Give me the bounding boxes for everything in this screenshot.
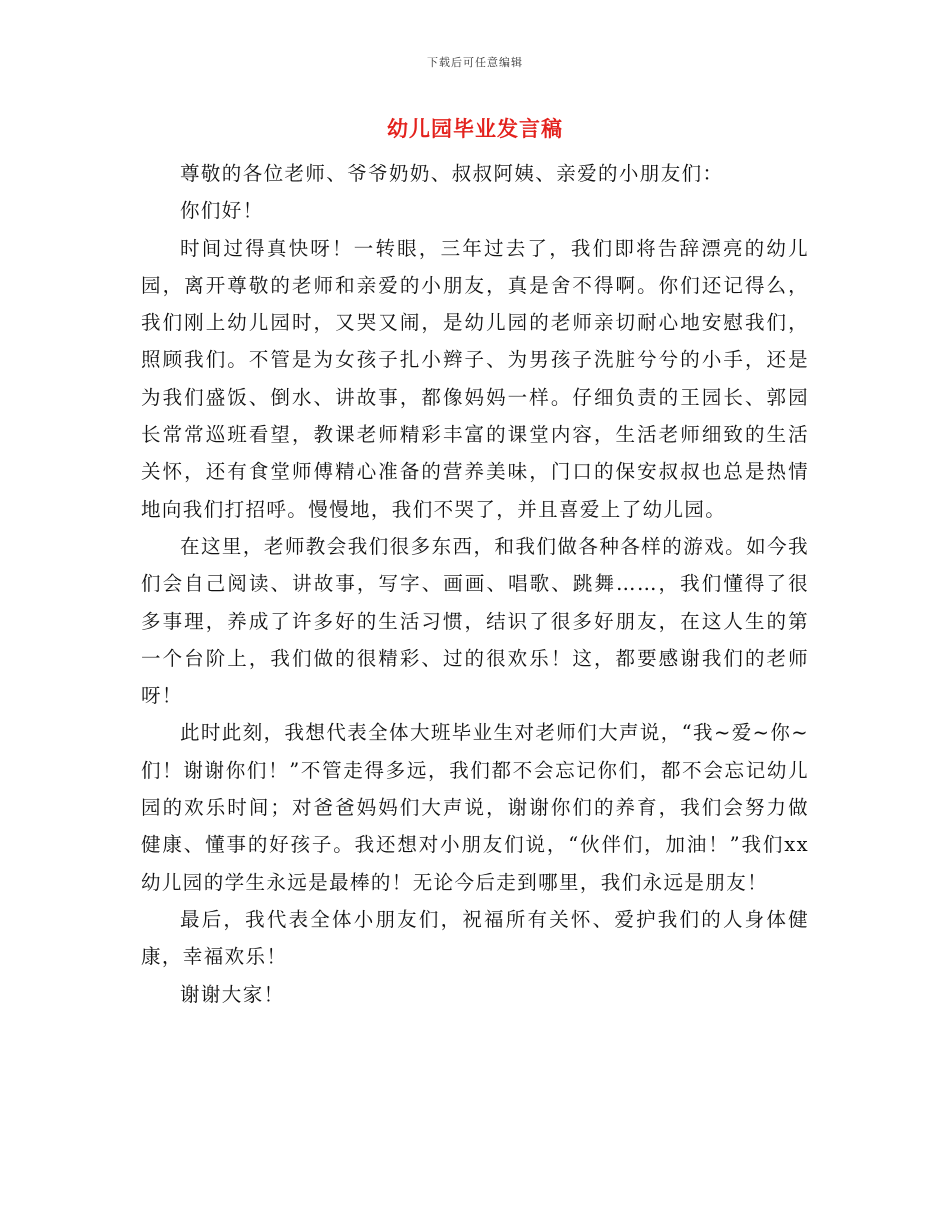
body-paragraph: 此时此刻，我想代表全体大班毕业生对老师们大声说，“我~爱~你~们！谢谢你们！”不管走得多远，我们都不会忘记你们，都不会忘记幼儿园的欢乐时间；对爸爸妈妈们大声说，谢谢你们的养育，我们会努力做健康、懂事的好孩子。我还想对小朋友们说，“伙伴们，加油！”我们xx幼儿园的学生永远是最棒的！无论今后走到哪里，我们永远是朋友！: [141, 721, 809, 894]
document-body: [141, 155, 809, 1013]
closing-wish-paragraph: 最后，我代表全体小朋友们，祝福所有关怀、爱护我们的人身体健康，幸福欢乐！: [141, 907, 809, 969]
body-paragraph: 在这里，老师教会我们很多东西，和我们做各种各样的游戏。如今我们会自己阅读、讲故事，写字、画画、唱歌、跳舞……，我们懂得了很多事理，养成了许多好的生活习惯，结识了很多好朋友，在这人生的第一个台阶上，我们做的很精彩、过的很欢乐！这，都要感谢我们的老师呀！: [141, 534, 809, 708]
greeting-paragraph: 你们好！: [180, 199, 264, 223]
body-paragraph: 时间过得真快呀！一转眼，三年过去了，我们即将告辞漂亮的幼儿园，离开尊敬的老师和亲爱的小朋友，真是舍不得啊。你们还记得么，我们刚上幼儿园时，又哭又闹，是幼儿园的老师亲切耐心地安慰我们，照顾我们。不管是为女孩子扎小辫子、为男孩子洗脏兮兮的小手，还是为我们盛饭、倒水、讲故事，都像妈妈一样。仔细负责的王园长、郭园长常常巡班看望，教课老师精彩丰富的课堂内容，生活老师细致的生活关怀，还有食堂师傅精心准备的营养美味，门口的保安叔叔也总是热情地向我们打招呼。慢慢地，我们不哭了，并且喜爱上了幼儿园。: [141, 236, 809, 521]
document-title: 幼儿园毕业发言稿: [387, 116, 563, 141]
salutation-paragraph: 尊敬的各位老师、爷爷奶奶、叔叔阿姨、亲爱的小朋友们：: [180, 162, 724, 185]
header-note: 下载后可任意编辑: [427, 56, 523, 69]
thanks-paragraph: 谢谢大家！: [180, 982, 285, 1006]
